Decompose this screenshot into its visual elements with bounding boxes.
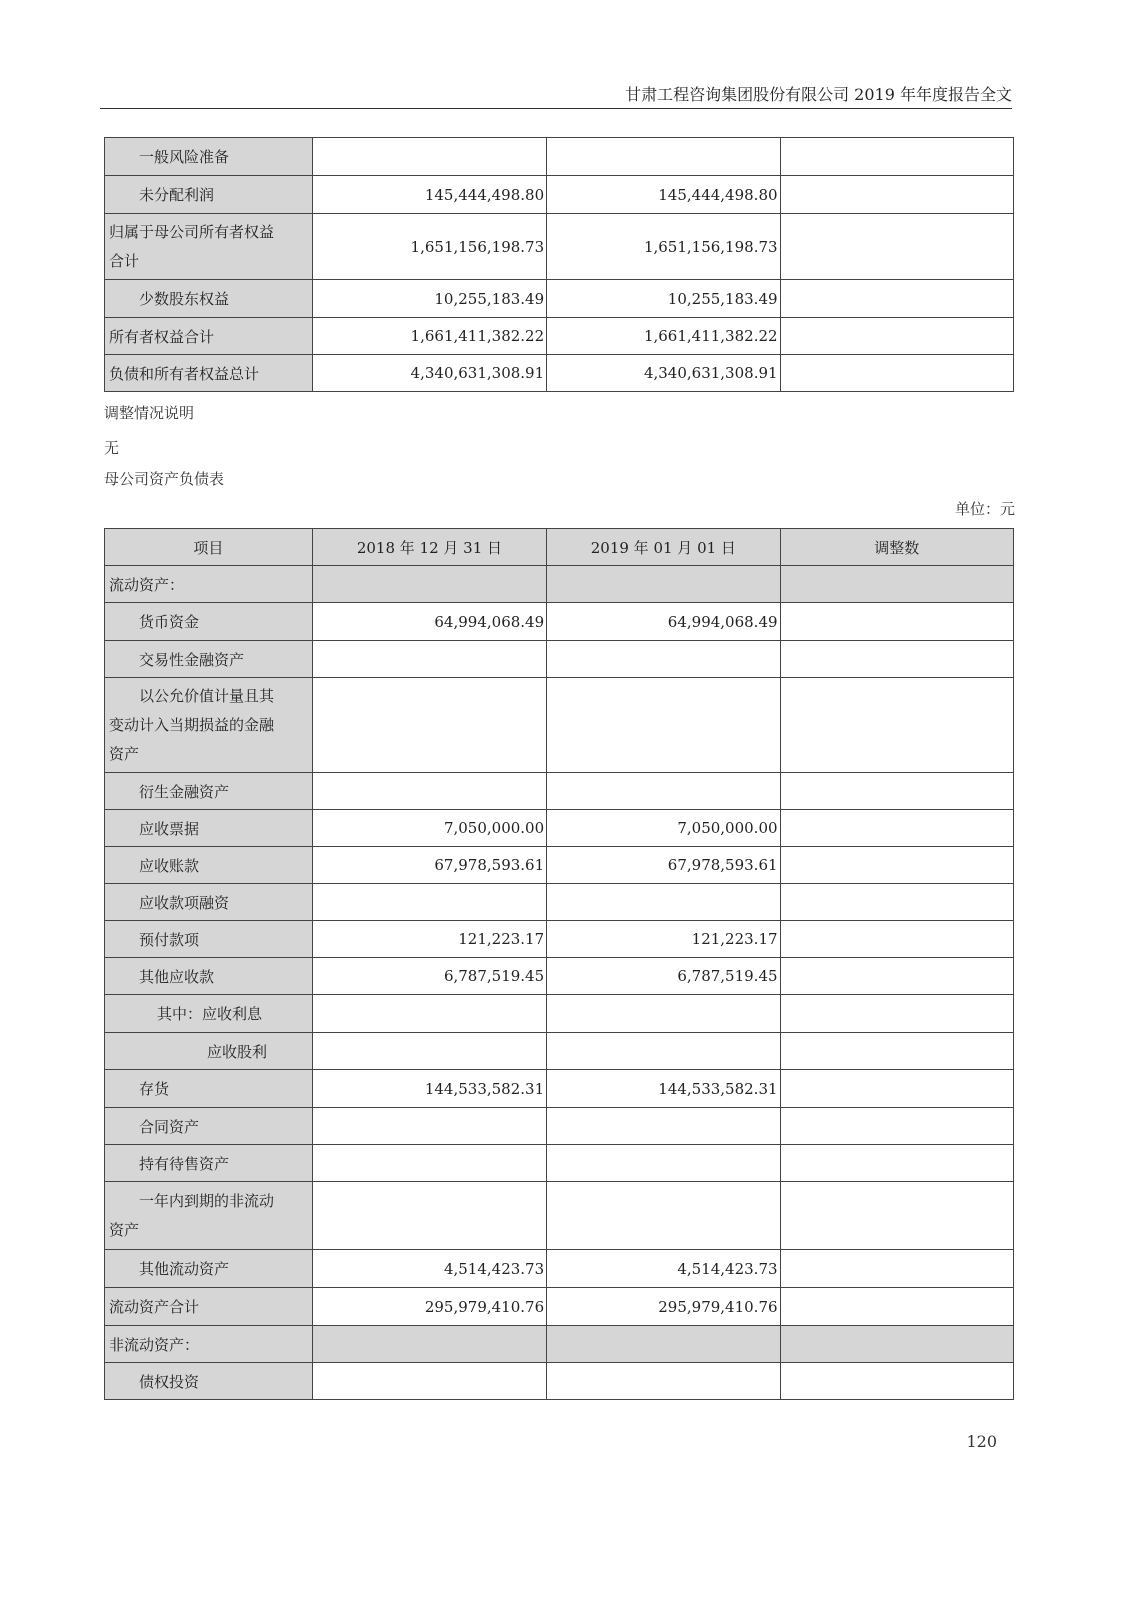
table-row [105,1033,1014,1070]
table-row [105,176,1014,214]
value-2019: 6,787,519.45 [547,958,780,995]
value-2018 [312,884,546,921]
value-adjustment [780,773,1013,810]
value-adjustment [780,1033,1013,1070]
value-adjustment [780,1288,1013,1326]
table-row [105,1326,1014,1363]
table-row [105,678,1014,773]
value-2018: 4,514,423.73 [312,1250,546,1288]
value-adjustment [780,1250,1013,1288]
header-item: 项目 [105,529,313,566]
row-label-line: 归属于母公司所有者权益 [109,222,275,241]
value-2018 [312,1033,546,1070]
table-row [105,355,1014,392]
section-label: 非流动资产： [105,1326,313,1363]
row-label: 少数股东权益 [105,280,313,318]
header-2019: 2019 年 01 月 01 日 [547,529,780,566]
row-label: 预付款项 [105,921,313,958]
value-adjustment [780,995,1013,1033]
value-adjustment [780,280,1013,318]
row-label: 衍生金融资产 [105,773,313,810]
row-label: 应收账款 [105,847,313,884]
value-adjustment [780,1326,1013,1363]
value-adjustment [780,214,1013,280]
value-2018: 67,978,593.61 [312,847,546,884]
value-adjustment [780,847,1013,884]
table-row [105,1250,1014,1288]
value-2019: 64,994,068.49 [547,603,780,641]
value-adjustment [780,1108,1013,1145]
value-adjustment [780,1363,1013,1400]
table-row [105,138,1014,176]
row-label: 所有者权益合计 [105,318,313,355]
value-2019 [547,1363,780,1400]
value-2018 [312,1108,546,1145]
value-2019 [547,1108,780,1145]
row-label: 未分配利润 [105,176,313,214]
table-row [105,603,1014,641]
row-label: 交易性金融资产 [105,641,313,678]
value-2018: 1,661,411,382.22 [312,318,546,355]
row-label-line: 一年内到期的非流动 [139,1191,275,1210]
table-row [105,884,1014,921]
value-adjustment [780,921,1013,958]
row-label: 负债和所有者权益总计 [105,355,313,392]
value-adjustment [780,678,1013,773]
value-2018: 295,979,410.76 [312,1288,546,1326]
value-adjustment [780,603,1013,641]
page-header [100,80,1012,109]
row-label [105,1182,313,1250]
table-row [105,566,1014,603]
value-2019: 144,533,582.31 [547,1070,780,1108]
table-row [105,847,1014,884]
value-2018: 145,444,498.80 [312,176,546,214]
value-2018 [312,995,546,1033]
value-2018: 121,223.17 [312,921,546,958]
value-2019 [547,773,780,810]
header-adjustment: 调整数 [780,529,1013,566]
unit-label: 单位：元 [954,500,1015,518]
table-row [105,1363,1014,1400]
table-row [105,958,1014,995]
row-label: 应收股利 [105,1033,313,1070]
value-2018 [312,1145,546,1182]
value-adjustment [780,176,1013,214]
table-row [105,773,1014,810]
value-2018: 10,255,183.49 [312,280,546,318]
row-label-line: 合计 [109,251,140,270]
row-label: 存货 [105,1070,313,1108]
value-2019: 1,661,411,382.22 [547,318,780,355]
value-adjustment [780,138,1013,176]
table-header-row [105,529,1014,566]
report-title: 甘肃工程咨询集团股份有限公司 2019 年年度报告全文 [625,85,1012,104]
value-2018: 144,533,582.31 [312,1070,546,1108]
value-adjustment [780,566,1013,603]
table-row [105,1288,1014,1326]
adjustment-text: 无 [104,439,120,457]
page-number: 120 [966,1432,997,1451]
value-adjustment [780,1145,1013,1182]
value-2019 [547,566,780,603]
table-row [105,641,1014,678]
table-row [105,214,1014,280]
equity-continuation-table [104,137,1014,392]
value-2019 [547,884,780,921]
value-2019: 295,979,410.76 [547,1288,780,1326]
row-label: 其他应收款 [105,958,313,995]
value-2018 [312,678,546,773]
parent-balance-sheet-table [104,528,1014,1400]
value-2018 [312,1363,546,1400]
value-2018 [312,138,546,176]
row-label: 持有待售资产 [105,1145,313,1182]
value-2019 [547,1182,780,1250]
value-2019 [547,1326,780,1363]
value-adjustment [780,355,1013,392]
value-2019: 1,651,156,198.73 [547,214,780,280]
value-adjustment [780,1070,1013,1108]
value-2019: 4,514,423.73 [547,1250,780,1288]
value-2018: 7,050,000.00 [312,810,546,847]
table-row [105,280,1014,318]
value-adjustment [780,810,1013,847]
value-adjustment [780,318,1013,355]
value-2018: 1,651,156,198.73 [312,214,546,280]
value-adjustment [780,884,1013,921]
table-row [105,1070,1014,1108]
table-row [105,1145,1014,1182]
value-2018 [312,641,546,678]
row-label-line: 以公允价值计量且其 [139,686,275,705]
value-2018 [312,1326,546,1363]
value-2019 [547,1145,780,1182]
table-row [105,1182,1014,1250]
value-adjustment [780,1182,1013,1250]
value-2019: 121,223.17 [547,921,780,958]
value-adjustment [780,958,1013,995]
row-label: 货币资金 [105,603,313,641]
table-row [105,1108,1014,1145]
table-row [105,921,1014,958]
row-label: 流动资产合计 [105,1288,313,1326]
row-label-line: 变动计入当期损益的金融 [109,715,275,734]
value-2018 [312,773,546,810]
row-label-line: 资产 [109,744,140,763]
value-2019: 7,050,000.00 [547,810,780,847]
value-2019 [547,138,780,176]
row-label: 应收票据 [105,810,313,847]
value-2018 [312,566,546,603]
header-2018: 2018 年 12 月 31 日 [312,529,546,566]
value-2019 [547,641,780,678]
table-row [105,318,1014,355]
row-label: 其他流动资产 [105,1250,313,1288]
row-label: 债权投资 [105,1363,313,1400]
adjustment-title: 调整情况说明 [104,404,195,422]
value-2019 [547,995,780,1033]
parent-balance-sheet-title: 母公司资产负债表 [104,470,225,488]
row-label [105,678,313,773]
row-label: 应收款项融资 [105,884,313,921]
value-2018 [312,1182,546,1250]
value-2018: 6,787,519.45 [312,958,546,995]
value-adjustment [780,641,1013,678]
row-label: 其中：应收利息 [105,995,313,1033]
value-2019: 67,978,593.61 [547,847,780,884]
value-2019 [547,678,780,773]
value-2019: 10,255,183.49 [547,280,780,318]
value-2019: 4,340,631,308.91 [547,355,780,392]
value-2019: 145,444,498.80 [547,176,780,214]
row-label [105,214,313,280]
value-2018: 64,994,068.49 [312,603,546,641]
table-row [105,995,1014,1033]
value-2018: 4,340,631,308.91 [312,355,546,392]
value-2019 [547,1033,780,1070]
section-label: 流动资产： [105,566,313,603]
table-row [105,810,1014,847]
row-label: 合同资产 [105,1108,313,1145]
row-label-line: 资产 [109,1220,140,1239]
row-label: 一般风险准备 [105,138,313,176]
